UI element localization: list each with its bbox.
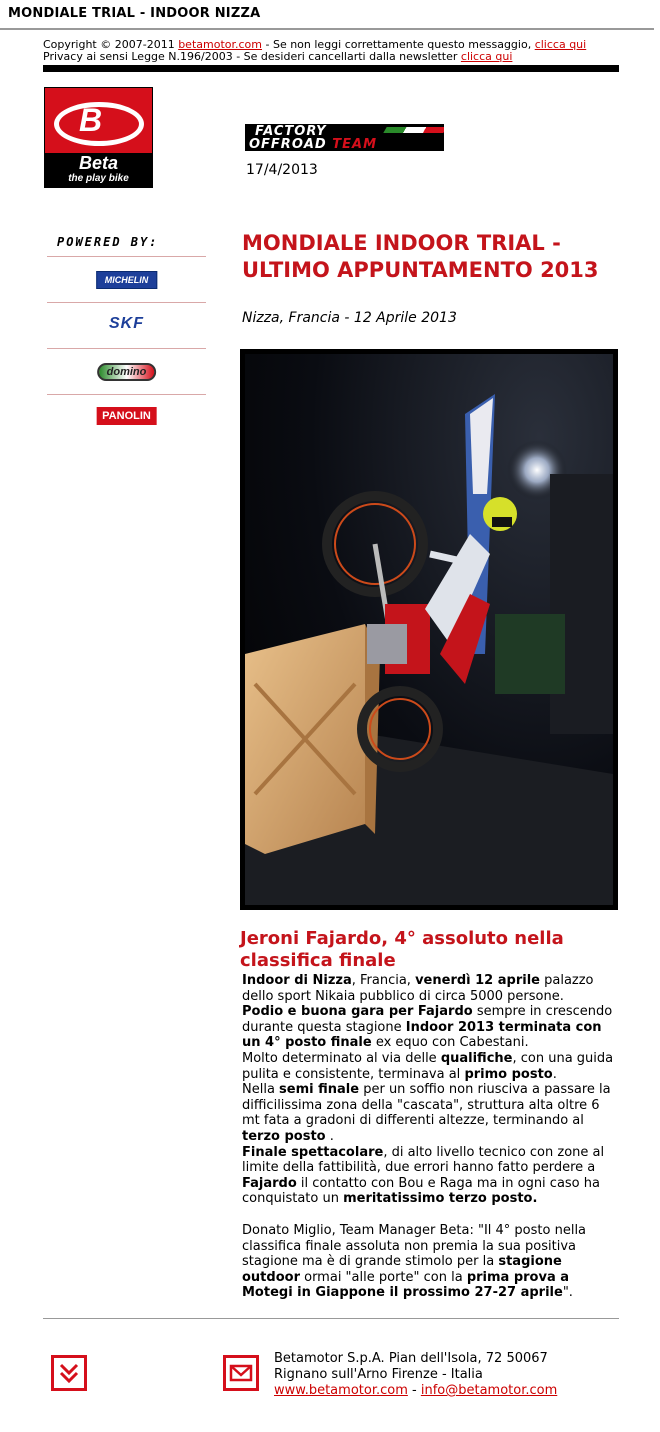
paragraph-spacer (242, 1207, 620, 1223)
panolin-logo: PANOLIN (96, 407, 157, 425)
chevron-glyph (54, 1358, 84, 1388)
envelope-glyph (226, 1358, 256, 1388)
unsubscribe-link[interactable]: clicca qui (460, 50, 513, 63)
photo-scene (245, 354, 613, 905)
p4-bold-1: semi finale (279, 1082, 360, 1098)
factory-offroad-team-logo (245, 124, 444, 151)
p5-bold-3: meritatissimo terzo posto. (343, 1191, 538, 1207)
p4-bold-2: terzo posto (242, 1128, 326, 1144)
skf-logo: SKF (109, 315, 144, 332)
p3-text-1: Molto determinato al via delle (242, 1050, 441, 1066)
p6-text-2: ormai "alle porte" con la (299, 1269, 467, 1285)
header-divider (0, 28, 654, 30)
logo-b-mark: B (79, 102, 103, 138)
p4-text-3: . (325, 1128, 334, 1144)
p3-text-2: , con una guida pulita e consistente, terminava al (242, 1050, 614, 1082)
italian-flag-stripe (383, 127, 444, 133)
p6-text-1: Donato Miglio, Team Manager Beta: "Il 4° posto nella classifica finale assoluta non premia la sua positiva stagione ma è di grande stimolo per la (242, 1222, 587, 1270)
footer-divider (43, 1318, 619, 1319)
p3-text-3: . (552, 1066, 557, 1082)
window-header (0, 0, 660, 30)
double-chevron-down-icon[interactable] (51, 1355, 87, 1391)
p2-bold-2: Indoor 2013 terminata con un 4° posto finale (242, 1019, 602, 1051)
factory-logo-team: TEAM (332, 137, 378, 151)
logo-footer (45, 153, 152, 188)
p4-text-1: Nella (242, 1082, 280, 1098)
paragraph-5 (242, 1145, 620, 1207)
michelin-logo: MICHELIN (96, 271, 158, 289)
company-address (274, 1351, 557, 1399)
p5-text-1: , di alto livello tecnico con zone al limite della fattibilità, due errori hanno fatto perdere a (242, 1144, 605, 1176)
website-link[interactable]: www.betamotor.com (274, 1383, 408, 1398)
copyright-text: Copyright © 2007-2011 (43, 38, 179, 51)
logo-brand: Beta (78, 153, 118, 173)
article-subheading: Jeroni Fajardo, 4° assoluto nella classifica finale (240, 928, 564, 971)
p2-text-1: sempre in crescendo durante questa stagione (242, 1004, 613, 1035)
logo-tagline: the play bike (68, 173, 129, 184)
beta-logo[interactable] (44, 87, 153, 188)
p6-text-3: ". (562, 1285, 573, 1301)
address-line-2: Rignano sull'Arno Firenze - Italia (274, 1367, 483, 1382)
rider-photo (240, 349, 618, 910)
sponsor-panolin[interactable] (47, 394, 206, 440)
header-bar (43, 65, 619, 72)
factory-logo-line2 (249, 137, 377, 151)
newsletter-notice (43, 39, 623, 63)
paragraph-6 (242, 1223, 620, 1301)
domino-logo: domino (97, 363, 157, 381)
article-location: Nizza, Francia - 12 Aprile 2013 (242, 310, 457, 326)
factory-logo-offroad: OFFROAD (249, 137, 327, 151)
paragraph-2 (242, 1004, 620, 1051)
p5-bold-1: Finale spettacolare (242, 1144, 384, 1160)
paragraph-3 (242, 1051, 620, 1082)
p1-text-2: palazzo dello sport Nikaia pubblico di circa 5000 persone. (242, 973, 594, 1004)
trial-rider-illustration (245, 354, 613, 905)
p3-bold-2: primo posto (464, 1066, 553, 1082)
p5-bold-2: Fajardo (242, 1175, 297, 1191)
sponsor-list (47, 256, 206, 440)
p1-bold-2: venerdì 12 aprile (415, 973, 540, 988)
contact-separator: - (407, 1383, 421, 1398)
mail-icon[interactable] (223, 1355, 259, 1391)
p4-text-2: per un soffio non riusciva a passare la difficilissima zona della "cascata", struttura alta oltre 6 mt fata a gradoni di differenti altezze, terminando al (242, 1082, 611, 1129)
betamotor-link[interactable]: betamotor.com (178, 38, 262, 51)
address-line-1: Betamotor S.p.A. Pian dell'Isola, 72 50067 (274, 1351, 548, 1366)
article-headline: MONDIALE INDOOR TRIAL - ULTIMO APPUNTAMENTO 2013 (242, 231, 599, 282)
paragraph-4 (242, 1082, 620, 1144)
sponsor-michelin[interactable] (47, 256, 206, 302)
p1-bold-1: Indoor di Nizza (242, 973, 352, 988)
view-online-text: - Se non leggi correttamente questo messaggio, (262, 38, 535, 51)
p5-text-2: il contatto con Bou e Raga ma in ogni caso ha conquistato un (242, 1175, 600, 1207)
sponsor-skf[interactable] (47, 302, 206, 348)
paragraph-1 (242, 973, 620, 1004)
p3-bold-1: qualifiche (440, 1050, 513, 1066)
powered-by-heading: POWERED BY: (57, 235, 159, 249)
sponsor-domino[interactable] (47, 348, 206, 394)
privacy-line (43, 51, 623, 63)
p1-text-1: , Francia, (351, 973, 416, 988)
view-online-link[interactable]: clicca qui (534, 38, 587, 51)
article-body (242, 973, 620, 1301)
contact-line (274, 1383, 557, 1399)
issue-date: 17/4/2013 (246, 162, 318, 178)
p6-bold-2: prima prova a Motegi in Giappone il prossimo 27-27 aprile (242, 1269, 570, 1301)
factory-logo-line1: FACTORY (255, 124, 327, 139)
p2-bold-1: Podio e buona gara per Fajardo (242, 1004, 473, 1020)
email-link[interactable]: info@betamotor.com (420, 1383, 558, 1398)
window-title: MONDIALE TRIAL - INDOOR NIZZA (8, 6, 261, 21)
p6-bold-1: stagione outdoor (242, 1254, 562, 1285)
p2-text-2: ex equo con Cabestani. (371, 1035, 529, 1051)
privacy-text: Privacy ai sensi Legge N.196/2003 - Se desideri cancellarti dalla newsletter (43, 50, 461, 63)
